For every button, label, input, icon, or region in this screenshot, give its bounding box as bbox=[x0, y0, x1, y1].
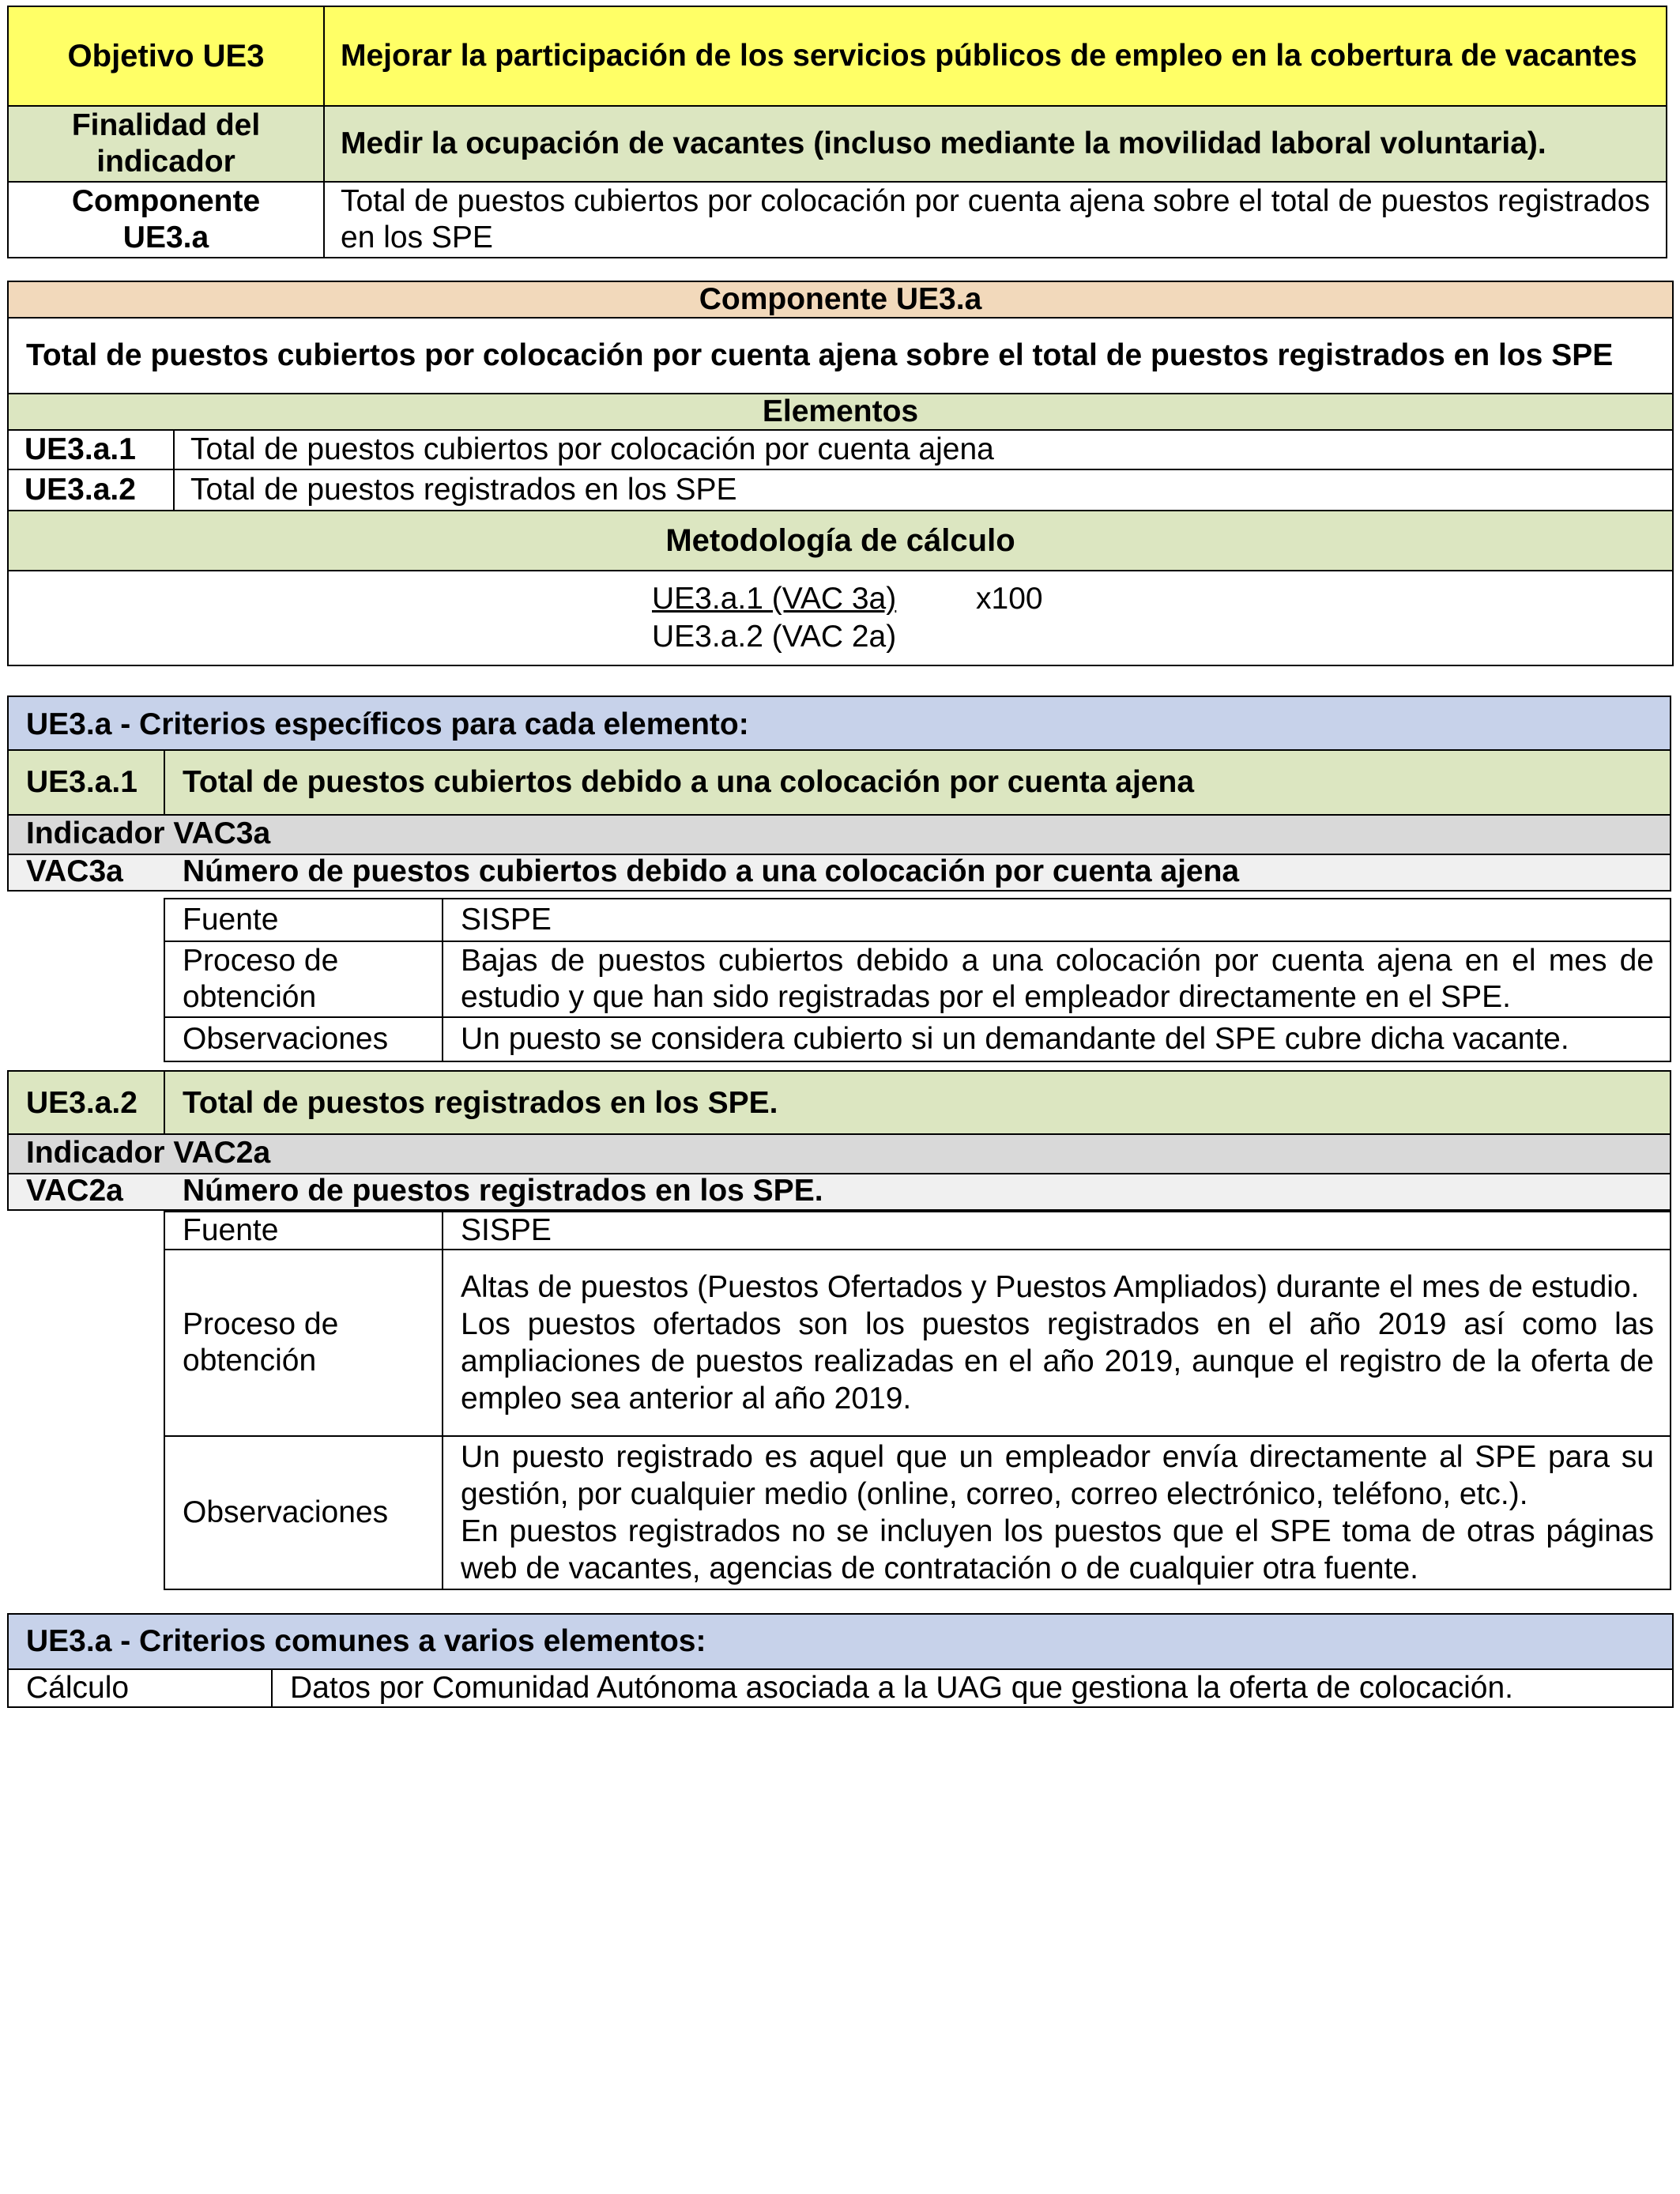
element1-indicator: Indicador VAC3a bbox=[7, 816, 1671, 855]
vac2a-title: Número de puestos registrados en los SPE. bbox=[183, 1174, 823, 1208]
finalidad-text: Medir la ocupación de vacantes (incluso mediante la movilidad laboral voluntaria). bbox=[324, 106, 1667, 182]
criteria-section bbox=[7, 696, 1674, 1590]
component-header: Componente UE3.a bbox=[8, 281, 1673, 318]
component-title: Total de puestos cubiertos por colocación por cuenta ajena sobre el total de puestos registrados en los SPE bbox=[8, 318, 1673, 394]
vac3a-details bbox=[164, 898, 1671, 1062]
element-text: Total de puestos registrados en los SPE bbox=[174, 469, 1673, 511]
element1-title: Total de puestos cubiertos debido a una colocación por cuenta ajena bbox=[183, 765, 1195, 799]
formula-denominator: UE3.a.2 (VAC 2a) bbox=[652, 620, 897, 654]
objective-table bbox=[7, 6, 1667, 258]
observaciones-value: Un puesto se considera cubierto si un demandante del SPE cubre dicha vacante. bbox=[443, 1017, 1671, 1061]
vac2a-row bbox=[7, 1174, 1671, 1211]
observaciones-value: Un puesto registrado es aquel que un empleador envía directamente al SPE para su gestión, por cualquier medio (online, correo, correo electrónico, teléfono, etc.). En puestos registrados no se incluyen los puestos que el SPE toma de otras páginas web de vacantes, agencias de contratación o de cualquier otra fuente. bbox=[443, 1436, 1671, 1589]
objetivo-label: Objetivo UE3 bbox=[8, 6, 324, 106]
proceso-label: Proceso de obtención bbox=[164, 941, 443, 1017]
fuente-value: SISPE bbox=[443, 1212, 1671, 1250]
fuente-value: SISPE bbox=[443, 899, 1671, 941]
vac2a-details bbox=[164, 1211, 1671, 1590]
vac3a-code: VAC3a bbox=[26, 854, 123, 888]
proceso-label: Proceso de obtención bbox=[164, 1250, 443, 1436]
proceso-value: Altas de puestos (Puestos Ofertados y Puestos Ampliados) durante el mes de estudio. Los puestos ofertados son los puestos registrados en el año 2019 así como las ampliaciones de puestos realizadas en el año 2019, aunque el registro de la oferta de empleo sea anterior al año 2019. bbox=[443, 1250, 1671, 1436]
vac2a-code: VAC2a bbox=[26, 1174, 123, 1208]
vac3a-row bbox=[7, 855, 1671, 892]
formula-multiplier: x100 bbox=[976, 582, 1043, 616]
finalidad-label: Finalidad del indicador bbox=[8, 106, 324, 182]
formula-numerator: UE3.a.1 (VAC 3a) bbox=[652, 582, 897, 616]
calculo-value: Datos por Comunidad Autónoma asociada a la UAG que gestiona la oferta de colocación. bbox=[272, 1669, 1673, 1707]
element2-indicator: Indicador VAC2a bbox=[7, 1135, 1671, 1174]
criteria-header: UE3.a - Criterios específicos para cada elemento: bbox=[7, 696, 1671, 751]
fuente-label: Fuente bbox=[164, 1212, 443, 1250]
element-text: Total de puestos cubiertos por colocación por cuenta ajena bbox=[174, 430, 1673, 469]
componente-label: Componente UE3.a bbox=[8, 182, 324, 258]
element1-row bbox=[7, 751, 1671, 816]
element-code: UE3.a.1 bbox=[8, 430, 174, 469]
element-code: UE3.a.2 bbox=[8, 469, 174, 511]
proceso-value: Bajas de puestos cubiertos debido a una colocación por cuenta ajena en el mes de estudio y que han sido registradas por el empleador directamente en el SPE. bbox=[443, 941, 1671, 1017]
formula-cell bbox=[8, 571, 1673, 665]
common-criteria-table bbox=[7, 1613, 1674, 1708]
metodologia-header: Metodología de cálculo bbox=[8, 511, 1673, 571]
divider bbox=[164, 1072, 165, 1135]
calculo-label: Cálculo bbox=[8, 1669, 272, 1707]
vac3a-title: Número de puestos cubiertos debido a una colocación por cuenta ajena bbox=[183, 854, 1240, 888]
observaciones-label: Observaciones bbox=[164, 1017, 443, 1061]
element2-row bbox=[7, 1070, 1671, 1135]
divider bbox=[164, 751, 165, 814]
element2-title: Total de puestos registrados en los SPE. bbox=[183, 1086, 778, 1120]
componente-text: Total de puestos cubiertos por colocación por cuenta ajena sobre el total de puestos registrados en los SPE bbox=[324, 182, 1667, 258]
element2-code: UE3.a.2 bbox=[26, 1086, 137, 1120]
elementos-header: Elementos bbox=[8, 394, 1673, 430]
element1-code: UE3.a.1 bbox=[26, 765, 137, 799]
common-criteria-header: UE3.a - Criterios comunes a varios elementos: bbox=[8, 1614, 1673, 1669]
objetivo-text: Mejorar la participación de los servicios públicos de empleo en la cobertura de vacantes bbox=[324, 6, 1667, 106]
observaciones-label: Observaciones bbox=[164, 1436, 443, 1589]
component-table bbox=[7, 281, 1674, 666]
fuente-label: Fuente bbox=[164, 899, 443, 941]
